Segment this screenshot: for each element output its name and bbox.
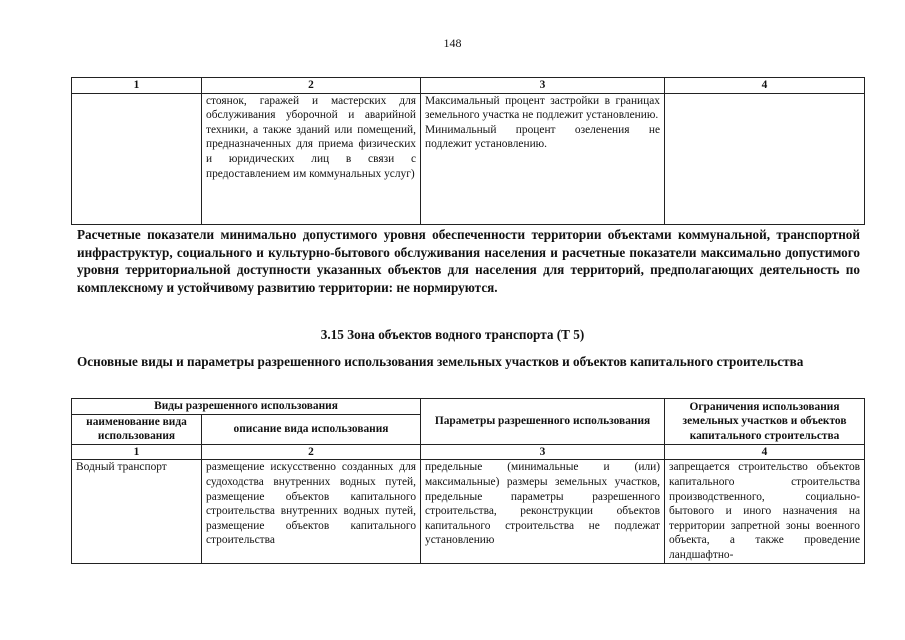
kinds-heading: Основные виды и параметры разрешенного использования земельных участков и объектов капитального строительства xyxy=(77,354,804,369)
desc-header: описание вида использования xyxy=(202,414,421,444)
table-header-row xyxy=(72,78,865,94)
group-header: Виды разрешенного использования xyxy=(72,399,421,415)
table-cell: стоянок, гаражей и мастерских для обслуживания уборочной и аварийной техники, а также зданий или помещений, предназначенных для приема физических и юридических лиц в связи с предоставлением им коммунальных услуг) xyxy=(202,93,421,224)
params-header: Параметры разрешенного использования xyxy=(421,399,665,445)
table-row xyxy=(72,93,865,224)
limits-header: Ограничения использования земельных участков и объектов капитального строительства xyxy=(665,399,865,445)
limits-cell: запрещается строительство объектов капитального строительства производственного, социально-бытового и иного назначения на территории запретной зоны военного объекта, а также проведение ландшафтно- xyxy=(665,460,865,563)
column-number: 1 xyxy=(72,78,202,94)
use-desc-cell: размещение искусственно созданных для судоходства внутренних водных путей, размещение объектов капитального строительства внутренних водных путей, размещение объектов капитального строительства xyxy=(202,460,421,563)
continuation-table xyxy=(71,77,865,225)
column-number: 1 xyxy=(72,444,202,460)
column-number: 4 xyxy=(665,444,865,460)
table-cell: Максимальный процент застройки в границах земельного участка не подлежит установлению. Минимальный процент озеленения не подлежит установлению. xyxy=(421,93,665,224)
column-number: 2 xyxy=(202,78,421,94)
table-cell xyxy=(72,93,202,224)
permitted-use-table xyxy=(71,398,865,564)
name-header: наименование вида использования xyxy=(72,414,202,444)
table-cell xyxy=(665,93,865,224)
column-number: 3 xyxy=(421,78,665,94)
use-name-cell: Водный транспорт xyxy=(72,460,202,563)
column-number: 3 xyxy=(421,444,665,460)
table-row xyxy=(72,460,865,563)
column-number: 2 xyxy=(202,444,421,460)
table-header-row xyxy=(72,399,865,415)
norm-paragraph: Расчетные показатели минимально допустимого уровня обеспеченности территории объектами коммунальной, транспортной инфраструктур, социального и культурно-бытового обслуживания населения и расчетные показатели максимально допустимого уровня территориальной доступности указанных объектов для населения для территорий, предполагающих деятельность по комплексному и устойчивому развитию территории: не нормируются. xyxy=(77,227,860,295)
params-cell: предельные (минимальные и (или) максимальные) размеры земельных участков, предельные параметры разрешенного строительства, реконструкции объектов капитального строительства не подлежат установлению xyxy=(421,460,665,563)
page-number: 148 xyxy=(443,36,462,50)
table-number-row xyxy=(72,444,865,460)
section-title: 3.15 Зона объектов водного транспорта (Т 5) xyxy=(320,327,585,342)
column-number: 4 xyxy=(665,78,865,94)
